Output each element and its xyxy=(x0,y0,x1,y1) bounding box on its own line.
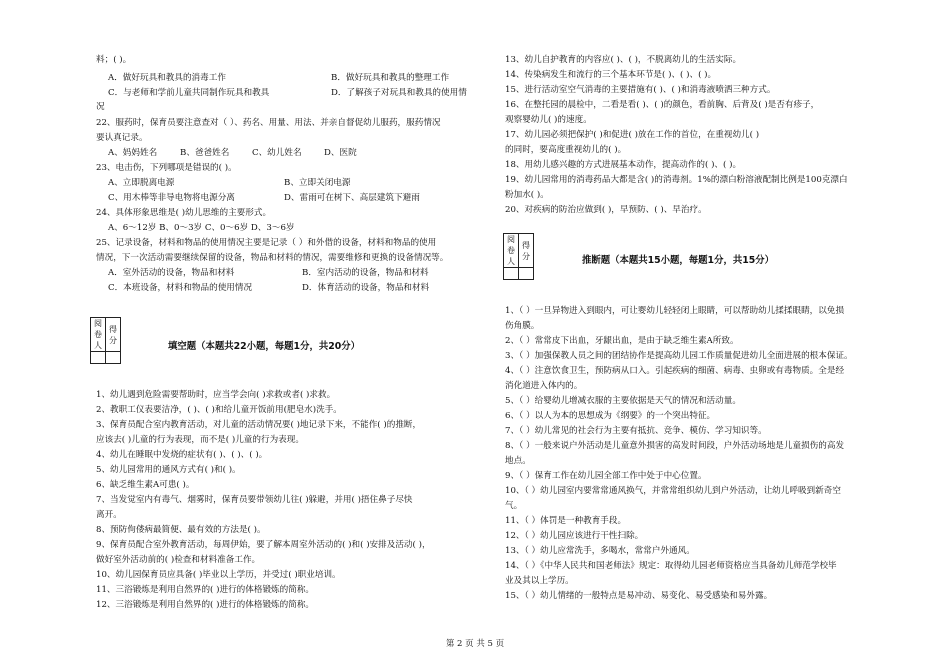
judge-line: 气。 xyxy=(505,501,523,511)
fill-line: 的同时，要高度重视幼儿的( )。 xyxy=(505,145,627,155)
judge-line: 业及其以上学历。 xyxy=(505,576,574,586)
score-box-judge xyxy=(503,233,534,280)
score-label: 得分 xyxy=(106,318,121,352)
judge-line: 地点。 xyxy=(505,456,531,466)
judge-line: 11、（ ）体罚是一种教育手段。 xyxy=(505,516,627,526)
q24-options: A、6～12岁 B、0～3岁 C、0～6岁 D、3～6岁 xyxy=(108,223,295,233)
q22-option-b: B、爸爸姓名 xyxy=(180,148,230,158)
q23-option-c: C、用木棒等非导电物将电源分离 xyxy=(108,193,235,203)
fill-line: 5、幼儿园常用的通风方式有( )和( )。 xyxy=(96,465,241,475)
fill-line: 17、幼儿园必须把保护( )和促进( )放在工作的首位，在重视幼儿( ) xyxy=(505,130,760,140)
score-cell xyxy=(106,352,121,364)
q22-line-1: 22、服药时，保育员要注意查对（ ）、药名、用量、用法、并亲自督促幼儿服药，服药情况 xyxy=(96,118,441,128)
fill-line: 16、在整托园的晨检中，二看是看( )、( )的颜色，看前胸、后背及( )是否有疹子， xyxy=(505,100,820,110)
fill-line: 18、用幼儿感兴趣的方式进展基本动作，提高动作的( )、( )。 xyxy=(505,160,742,170)
judge-line: 8、（ ）一般来说户外活动是儿童意外损害的高发时间段，户外活动场地是儿童损伤的高发 xyxy=(505,441,845,451)
judge-line: 1、（ ）一旦异物进入到眼内，可让婴幼儿轻轻闭上眼睛，可以帮助幼儿揉揉眼睛，以免损 xyxy=(505,306,845,316)
score-label: 得分 xyxy=(519,234,534,268)
fill-line: 7、当发觉室内有毒气、烟雾时，保育员要带领幼儿往( )躲避，并用( )捂住鼻子尽快 xyxy=(96,495,413,505)
fill-line: 13、幼儿自护教育的内容应( )、( )，不脱离幼儿的生活实际。 xyxy=(505,55,742,65)
fill-line: 15、进行活动室空气消毒的主要措施有( )、( )和消毒液喷洒三种方式。 xyxy=(505,85,776,95)
reviewer-cell xyxy=(91,352,106,364)
q25-option-c: C．本班设备，材料和物品的使用情况 xyxy=(108,283,253,293)
judge-line: 消化道进入体内的。 xyxy=(505,381,583,391)
fill-line: 8、预防佝偻病最简便、最有效的方法是( )。 xyxy=(96,525,266,535)
fill-line: 12、三浴锻炼是利用自然界的( )进行的体格锻炼的简称。 xyxy=(96,600,315,610)
reviewer-label: 阅卷人 xyxy=(504,234,519,268)
score-box-fill xyxy=(90,317,121,364)
q24-line-1: 24、具体形象思维是( )幼儿思维的主要形式。 xyxy=(96,208,272,218)
judge-line: 10、（ ）幼儿园室内要常常通风换气，并常常组织幼儿到户外活动，让幼儿呼吸到新奇空 xyxy=(505,486,841,496)
fill-line: 10、幼儿园保育员应具备( )毕业以上学历，并受过( )职业培训。 xyxy=(96,570,341,580)
reviewer-cell xyxy=(504,268,519,280)
fill-line: 应该去( )儿童的行为表现，而不是( )儿童的行为表现。 xyxy=(96,435,304,445)
q23-line-1: 23、电击伤，下列哪项是错误的( )。 xyxy=(96,163,237,173)
judge-line: 7、（ ）幼儿常见的社会行为主要有抵抗、竞争、模仿、学习知识等。 xyxy=(505,426,767,436)
judge-line: 15、（ ）幼儿情绪的一般特点是易冲动、易变化、易受感染和易外露。 xyxy=(505,591,773,601)
q21-option-d: D．了解孩子对玩具和教具的使用情 xyxy=(331,88,467,98)
q25-line-1: 25、记录设备，材料和物品的使用情况主要是记录（ ）和外借的设备，材料和物品的使用 xyxy=(96,238,437,248)
judge-line: 5、（ ）给婴幼儿增减衣服的主要依据是天气的情况和活动量。 xyxy=(505,396,741,406)
fill-line: 9、保育员配合室外教育活动，每周伊始，要了解本周室外活动的( )和( )安排及活动( )， xyxy=(96,540,431,550)
fill-section-title: 填空题（本题共22小题，每题1分，共20分） xyxy=(168,341,360,352)
judge-line: 14、（ ）《中华人民共和国老师法》规定：取得幼儿园老师资格应当具备幼儿师范学校毕 xyxy=(505,561,837,571)
q22-option-d: D、医院 xyxy=(324,148,357,158)
fill-line: 6、缺乏维生素A可患( )。 xyxy=(96,480,195,490)
q25-line-2: 情况，下一次活动需要继续保留的设备，物品和材料的情况，需要维修和更换的设备情况等。 xyxy=(96,253,449,263)
judge-line: 伤角膜。 xyxy=(505,321,540,331)
judge-line: 6、（ ）以人为本的思想成为《纲要》的一个突出特征。 xyxy=(505,411,716,421)
q22-line-2: 要认真记录。 xyxy=(96,133,148,143)
fill-line: 14、传染病发生和流行的三个基本环节是( )、( )、( )。 xyxy=(505,70,717,80)
q22-option-c: C、幼儿姓名 xyxy=(252,148,302,158)
fill-line: 离开。 xyxy=(96,510,122,520)
fill-line: 20、对疾病的防治应做到( )，早预防、( )、早治疗。 xyxy=(505,205,707,215)
fill-line: 观察婴幼儿( )的速度。 xyxy=(505,115,592,125)
page-number: 第 2 页 共 5 页 xyxy=(445,639,505,649)
judge-line: 9、（ ）保育工作在幼儿园全部工作中处于中心位置。 xyxy=(505,471,707,481)
reviewer-label: 阅卷人 xyxy=(91,318,106,352)
fill-line: 2、教职工仪表要洁净，( )、( )和给儿童开饭前用(肥皂水)洗手。 xyxy=(96,405,342,415)
q21-option-b: B．做好玩具和教具的整理工作 xyxy=(331,73,450,83)
score-cell xyxy=(519,268,534,280)
judge-line: 3、（ ）加强保教人员之间的团结协作是提高幼儿园工作质量促进幼儿全面进展的根本保证。 xyxy=(505,351,853,361)
q23-option-b: B、立即关闭电源 xyxy=(284,178,351,188)
judge-line: 13、（ ）幼儿应常洗手，多喝水，常常户外通风。 xyxy=(505,546,695,556)
q25-option-d: D．体育活动的设备，物品和材料 xyxy=(302,283,430,293)
judge-section-title: 推断题（本题共15小题，每题1分，共15分） xyxy=(582,255,774,266)
q25-option-b: B．室内活动的设备，物品和材料 xyxy=(302,268,429,278)
fill-line: 4、幼儿在睡眠中发烧的症状有( )、( )、( )。 xyxy=(96,450,268,460)
q21-option-d-cont: 况 xyxy=(96,102,105,112)
fill-line: 19、幼儿园常用的消毒药品大都是含( )的消毒剂。1%的漂白粉溶液配制比例是100克漂白 xyxy=(505,175,848,185)
q23-option-a: A、立即脱离电源 xyxy=(108,178,175,188)
fill-line: 3、保育员配合室内教育活动，对儿童的活动情况要( )地记录下来，不能作( )的推断， xyxy=(96,420,422,430)
q25-option-a: A．室外活动的设备，物品和材料 xyxy=(108,268,235,278)
q21-option-c: C．与老师和学前儿童共同制作玩具和教具 xyxy=(108,88,270,98)
q21-option-a: A．做好玩具和教具的消毒工作 xyxy=(108,73,226,83)
judge-line: 12、（ ）幼儿园应该进行干性扫除。 xyxy=(505,531,644,541)
fill-line: 1、幼儿遇到危险需要帮助时，应当学会向( )求救或者( )求救。 xyxy=(96,390,336,400)
judge-line: 2、（ ）常常皮下出血，牙龈出血，是由于缺乏维生素A所致。 xyxy=(505,336,739,346)
q23-option-d: D、雷雨可在树下、高层建筑下避雨 xyxy=(284,193,420,203)
judge-line: 4、（ ）注意饮食卫生，预防病从口入。引起疾病的细菌、病毒、虫卵或有毒物质。全是经 xyxy=(505,366,845,376)
fill-line: 粉加水( )。 xyxy=(505,190,549,200)
fill-line: 做好室外活动前的( )检查和材料准备工作。 xyxy=(96,555,261,565)
q22-option-a: A、妈妈姓名 xyxy=(108,148,158,158)
q21-continued: 料；( )。 xyxy=(96,55,132,65)
fill-line: 11、三浴锻炼是利用自然界的( )进行的体格锻炼的简称。 xyxy=(96,585,315,595)
